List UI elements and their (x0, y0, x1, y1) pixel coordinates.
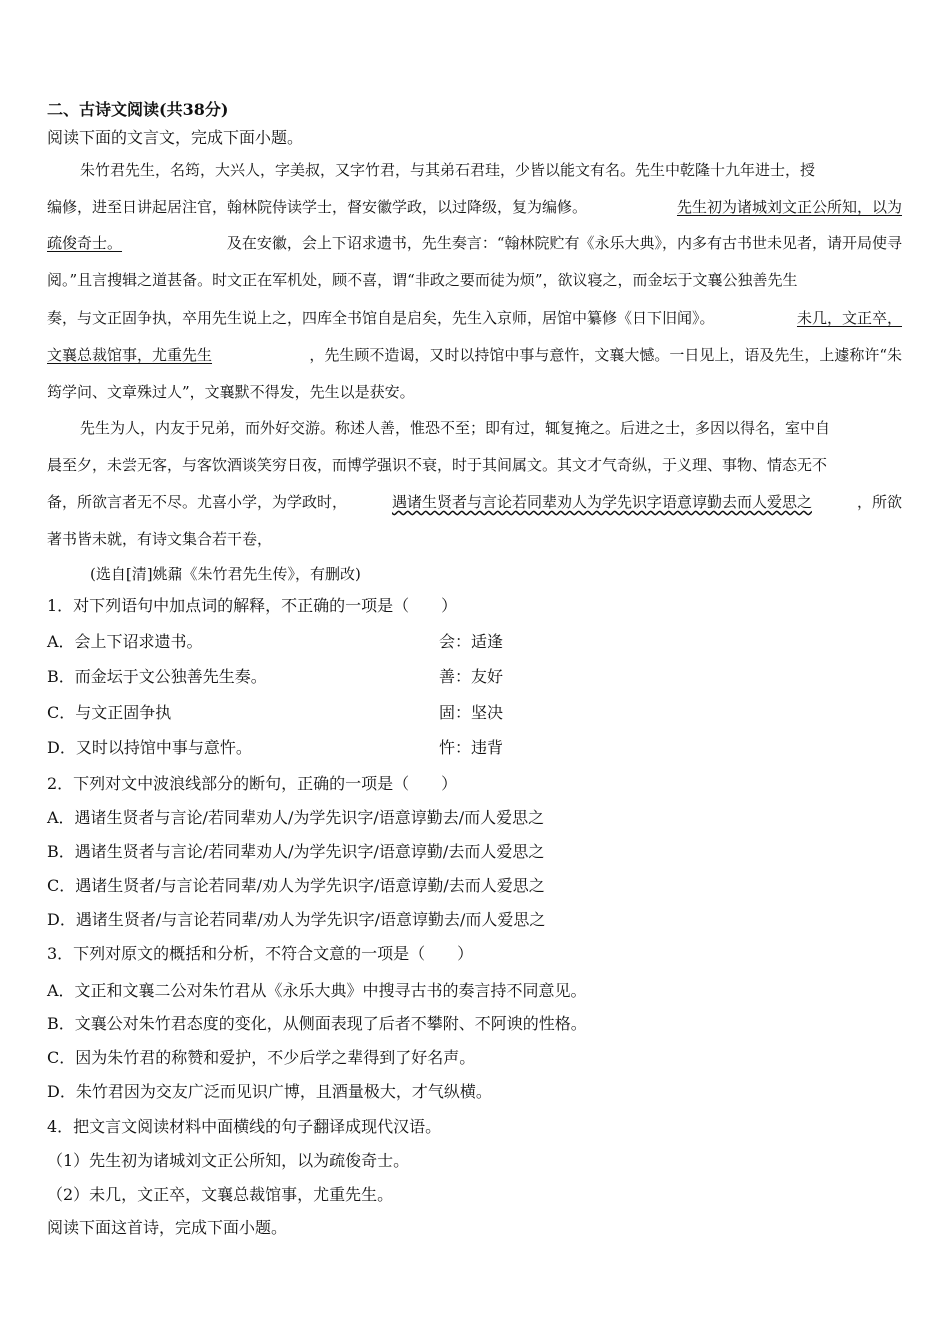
passage-p2-line-4: 著书皆未就，有诗文集合若干卷， (47, 530, 273, 548)
passage-p1-line-3 (47, 233, 902, 253)
passage-p2-line-2: 晨至夕，未尝无客，与客饮酒谈笑穷日夜，而博学强识不衰，时于其间属文。其文才气奇纵，于义理、事物、情态无不 (47, 456, 828, 474)
q1-option-b-meaning: 善：友好 (439, 667, 504, 686)
section-heading: 二、古诗文阅读(共38分) (47, 100, 229, 119)
q1-option-a: A．会上下诏求遗书。 会：适逢 (47, 632, 504, 651)
passage-p1-line-5 (47, 308, 902, 328)
q1-option-d: D．又时以持馆中事与意忤。 忤：违背 (47, 738, 504, 757)
q1-option-c: C．与文正固争执 固：坚决 (47, 703, 504, 722)
q1-option-b: B．而金坛于文公独善先生奏。 善：友好 (47, 667, 504, 686)
passage-intro: 阅读下面的文言文，完成下面小题。 (47, 128, 304, 147)
q2-option-a: A．遇诸生贤者与言论/若同辈劝人/为学先识字/语意谆勤去/而人爱思之 (47, 808, 545, 827)
q1-option-c-meaning: 固：坚决 (439, 703, 504, 722)
q4-item-2: （2）未几，文正卒，文襄总裁馆事，尤重先生。 (47, 1185, 394, 1204)
underlined-sentence-2a: 未几，文正卒， (796, 309, 902, 327)
passage-p1-line-4: 阅。”且言搜辑之道甚备。时文正在军机处，顾不喜，谓“非政之要而徒为烦”，欲议寝之，而金坛于文襄公独善先生 (47, 271, 798, 289)
passage-source: (选自[清]姚鼐《朱竹君先生传》，有删改) (90, 565, 361, 583)
q2-option-d: D．遇诸生贤者/与言论若同辈/劝人为学先识字/语意谆勤去/而人爱思之 (47, 910, 546, 929)
q3-option-a: A．文正和文襄二公对朱竹君从《永乐大典》中搜寻古书的奏言持不同意见。 (47, 981, 587, 1000)
q3-option-d: D．朱竹君因为交友广泛而见识广博，且酒量极大，才气纵横。 (47, 1082, 492, 1101)
passage-p1-line-6 (47, 345, 902, 365)
p2-text: 备，所欲言者无不尽。尤喜小学，为学政时， (47, 493, 348, 511)
q4-item-1: （1）先生初为诸城刘文正公所知，以为疏俊奇士。 (47, 1151, 410, 1170)
wavy-underlined-sentence: 遇诸生贤者与言论若同辈劝人为学先识字语意谆勤去而人爱思之 (391, 493, 812, 511)
q1-stem: 1．对下列语句中加点词的解释，不正确的一项是（ ） (47, 596, 458, 615)
next-passage-intro: 阅读下面这首诗，完成下面小题。 (47, 1218, 288, 1237)
passage-p2-line-1: 先生为人，内友于兄弟，而外好交游。称述人善，惟恐不至；即有过，辄复掩之。后进之士，多因以得名，室中自 (80, 419, 831, 437)
passage-p1-line-7: 筠学问、文章殊过人”，文襄默不得发，先生以是获安。 (47, 383, 415, 401)
underlined-sentence-2b: 文襄总裁馆事，尤重先生 (47, 346, 213, 364)
q2-option-c: C．遇诸生贤者/与言论若同辈/劝人为学先识字/语意谆勤/去而人爱思之 (47, 876, 545, 895)
q4-stem: 4．把文言文阅读材料中面横线的句子翻译成现代汉语。 (47, 1117, 442, 1136)
p1-text: 编修，进至日讲起居注官，翰林院侍读学士，督安徽学政，以过降级，复为编修。 (47, 198, 588, 216)
p1-text: ，先生顾不造谒，又时以持馆中事与意忤，文襄大憾。一日见上，语及先生，上遽称许“朱 (309, 346, 902, 364)
passage-p1-line-2 (47, 197, 902, 217)
q1-option-d-meaning: 忤：违背 (439, 738, 504, 757)
underlined-sentence-1b: 疏俊奇士。 (47, 234, 123, 252)
passage-p1-line-1: 朱竹君先生，名筠，大兴人，字美叔，又字竹君，与其弟石君珪，少皆以能文有名。先生中乾隆十九年进士，授 (80, 161, 816, 179)
p1-text: 及在安徽，会上下诏求遗书，先生奏言：“翰林院贮有《永乐大典》，内多有古书世未见者，请开局使寻 (226, 234, 902, 252)
q1-option-a-meaning: 会：适逢 (439, 632, 504, 651)
p1-text: 奏，与文正固争执，卒用先生说上之，四库全书馆自是启矣，先生入京师，居馆中纂修《日下旧闻》。 (47, 309, 715, 327)
passage-p2-line-3 (47, 492, 902, 512)
q3-option-c: C．因为朱竹君的称赞和爱护，不少后学之辈得到了好名声。 (47, 1048, 476, 1067)
p2-text: ，所欲 (856, 493, 902, 511)
q2-stem: 2．下列对文中波浪线部分的断句，正确的一项是（ ） (47, 774, 458, 793)
underlined-sentence-1a: 先生初为诸城刘文正公所知，以为 (676, 198, 902, 216)
q2-option-b: B．遇诸生贤者与言论/若同辈劝人/为学先识字/语意谆勤/去而人爱思之 (47, 842, 545, 861)
q3-stem: 3．下列对原文的概括和分析，不符合文意的一项是（ ） (47, 944, 474, 963)
q3-option-b: B．文襄公对朱竹君态度的变化，从侧面表现了后者不攀附、不阿谀的性格。 (47, 1014, 587, 1033)
